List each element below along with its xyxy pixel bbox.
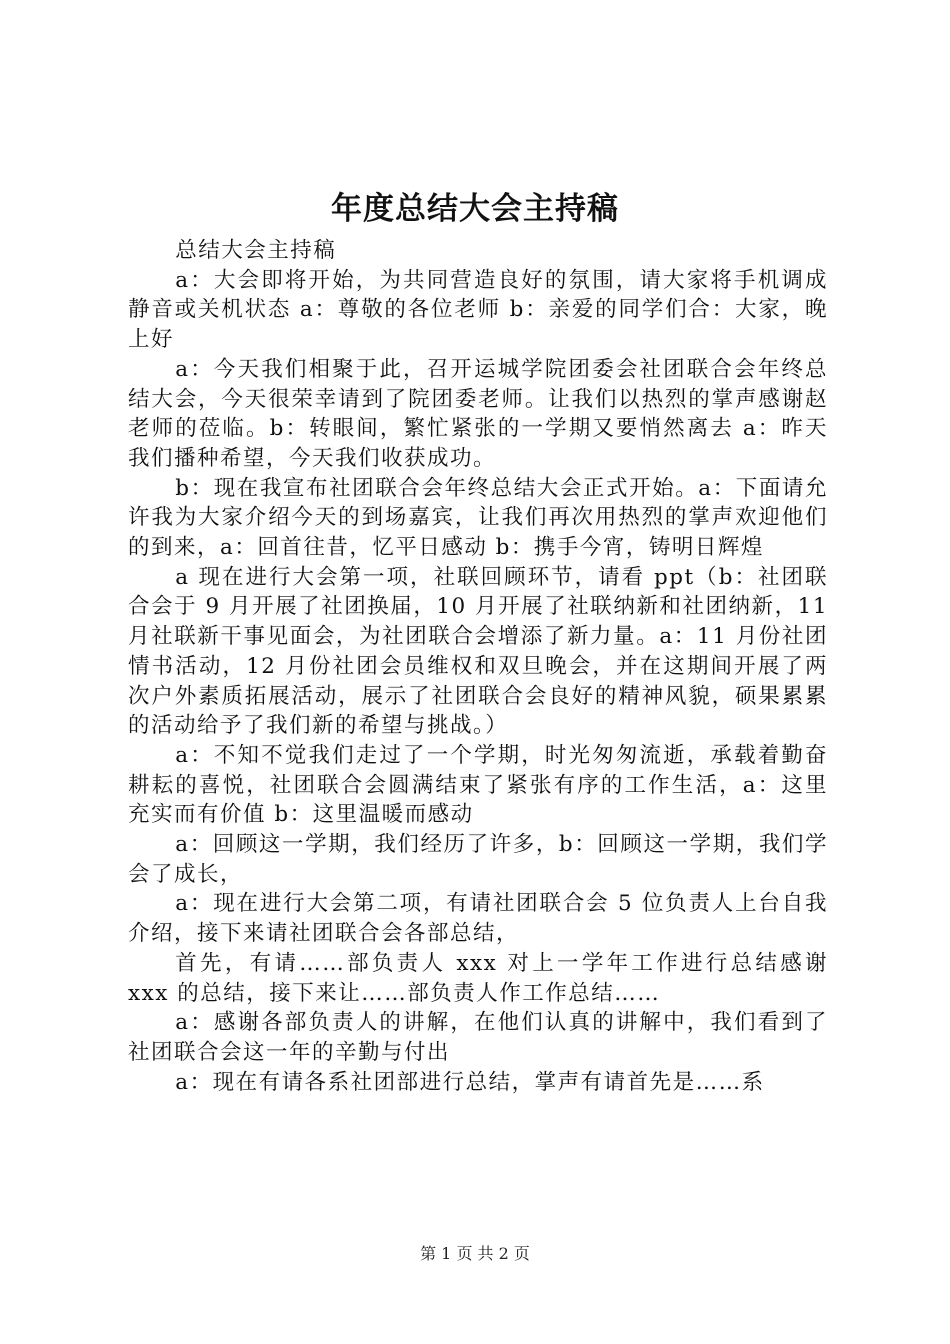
paragraph: 首先，有请……部负责人 xxx 对上一学年工作进行总结感谢 xxx 的总结，接下来让……部负责人作工作总结…… — [128, 950, 828, 1006]
paragraph: a 现在进行大会第一项，社联回顾环节，请看 ppt（b：社团联合会于 9 月开展了社团换届，10 月开展了社联纳新和社团纳新，11 月社联新干事见面会，为社团联合会增添了新力量。a：11 月份社团情书活动，12 月份社团会员维权和双旦晚会，并在这期间开展了两次户外素质拓展活动，展示了社团联合会良好的精神风貌，硕果累累的活动给予了我们新的希望与挑战。） — [128, 564, 828, 739]
document-body — [128, 236, 828, 1097]
paragraph: a：现在有请各系社团部进行总结，掌声有请首先是……系 — [175, 1069, 765, 1095]
paragraph: a：回顾这一学期，我们经历了许多，b：回顾这一学期，我们学会了成长， — [128, 832, 828, 887]
paragraph: a：感谢各部负责人的讲解，在他们认真的讲解中，我们看到了社团联合会这一年的辛勤与付出 — [128, 1010, 828, 1065]
paragraph: a：大会即将开始，为共同营造良好的氛围，请大家将手机调成静音或关机状态 a：尊敬的各位老师 b：亲爱的同学们合：大家，晚上好 — [128, 267, 828, 353]
paragraph-subtitle: 总结大会主持稿 — [175, 238, 337, 263]
paragraph: a：现在进行大会第二项，有请社团联合会 5 位负责人上台自我介绍，接下来请社团联合会各部总结， — [128, 891, 828, 947]
paragraph: b：现在我宣布社团联合会年终总结大会正式开始。a：下面请允许我为大家介绍今天的到场嘉宾，让我们再次用热烈的掌声欢迎他们的到来，a：回首往昔，忆平日感动 b：携手今宵，铸明日辉煌 — [128, 475, 828, 561]
document-title: 年度总结大会主持稿 — [331, 191, 619, 227]
paragraph: a：今天我们相聚于此，召开运城学院团委会社团联合会年终总结大会，今天很荣幸请到了院团委老师。让我们以热烈的掌声感谢赵老师的莅临。b：转眼间，繁忙紧张的一学期又要悄然离去 a：昨天我们播种希望，今天我们收获成功。 — [128, 356, 828, 471]
paragraph: a：不知不觉我们走过了一个学期，时光匆匆流逝，承载着勤奋耕耘的喜悦，社团联合会圆满结束了紧张有序的工作生活，a：这里充实而有价值 b：这里温暖而感动 — [128, 742, 828, 828]
page-number-footer: 第 1 页 共 2 页 — [420, 1244, 530, 1263]
